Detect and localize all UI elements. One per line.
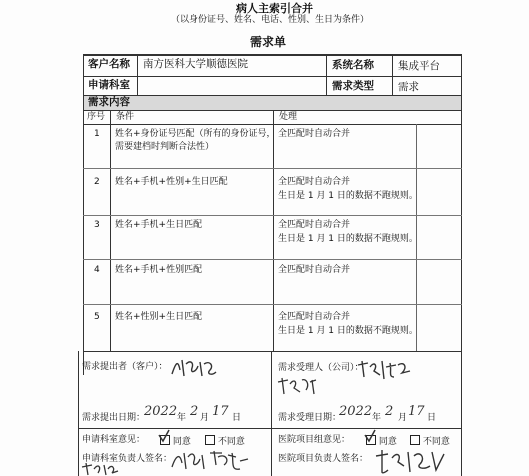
- accept-date-label: 需求受理日期：: [278, 413, 342, 423]
- sign-mid-divider: [271, 351, 272, 476]
- accept-month-char: 月: [398, 413, 408, 423]
- row-1-process-line-1: 全匹配时自动合并: [278, 129, 351, 139]
- dept-head-label: 申请科室负责人签名：: [82, 454, 173, 464]
- dept-disagree-option[interactable]: [205, 435, 245, 447]
- col-header-condition: 条件: [116, 112, 135, 122]
- accept-month: 2: [385, 404, 394, 419]
- accept-year-char: 年: [372, 413, 382, 423]
- row-3-no: 3: [94, 220, 100, 230]
- row-2-no: 2: [94, 177, 100, 187]
- row-separator-3: [83, 259, 462, 260]
- accept-day: 17: [408, 404, 425, 419]
- form-title: 需求单: [250, 35, 287, 49]
- dept-agree-checkmark: [157, 429, 171, 443]
- row-4-no: 4: [94, 265, 100, 275]
- info-top-line: [83, 54, 462, 56]
- propose-day-char: 日: [232, 413, 242, 423]
- project-disagree-label: 不同意: [422, 437, 450, 447]
- project-head-label: 医院项目负责人签名：: [278, 454, 369, 464]
- row-4-process-line-1: 全匹配时自动合并: [278, 265, 351, 275]
- row-2-process-line-2: 生日是 1 月 1 日的数据不跑规则。: [278, 191, 418, 201]
- row-separator-1: [83, 168, 462, 169]
- sign-left-border: [78, 351, 79, 476]
- system-label: 系统名称: [332, 59, 374, 71]
- proposer-label: 需求提出者（客户）：: [82, 362, 168, 372]
- info-col-divider-2: [326, 54, 327, 96]
- row-5-no: 5: [94, 312, 100, 322]
- customer-label: 客户名称: [88, 58, 130, 70]
- project-agree-label: 同意: [378, 437, 397, 447]
- section-header-bg: [84, 96, 461, 110]
- row-2-condition: 姓名+手机+性别+生日匹配: [115, 177, 228, 187]
- document-title: 病人主索引合并: [236, 2, 313, 15]
- info-right-border: [461, 54, 462, 476]
- row-1-no: 1: [94, 129, 100, 139]
- propose-date-label: 需求提出日期：: [82, 413, 146, 423]
- acceptor-signature-2: [276, 376, 318, 396]
- row-1-condition-line-1: 姓名+身份证号匹配（所有的身份证号，: [115, 129, 276, 139]
- info-col-divider-1: [137, 54, 138, 96]
- project-disagree-checkbox[interactable]: [410, 435, 420, 445]
- content-col-divider-2: [273, 110, 274, 352]
- row-3-condition: 姓名+手机+生日匹配: [115, 220, 203, 230]
- col-header-process: 处理: [279, 112, 298, 122]
- acceptor-signature: [356, 357, 412, 381]
- row-2-process-line-1: 全匹配时自动合并: [278, 177, 351, 187]
- info-col-divider-3: [392, 54, 393, 96]
- document-subtitle: （以身份证号、姓名、电话、性别、生日为条件）: [171, 15, 370, 25]
- content-bottom-line: [83, 351, 462, 352]
- project-head-signature: [374, 446, 446, 476]
- row-3-process-line-2: 生日是 1 月 1 日的数据不跑规则。: [278, 234, 418, 244]
- type-value: 需求: [398, 81, 419, 93]
- row-5-process-line-2: 生日是 1 月 1 日的数据不跑规则。: [278, 326, 418, 336]
- dept-label: 申请科室: [88, 79, 130, 91]
- type-label: 需求类型: [332, 80, 374, 92]
- project-agree-checkmark: [363, 429, 377, 443]
- row-5-process-line-1: 全匹配时自动合并: [278, 312, 351, 322]
- section-title: 需求内容: [88, 96, 130, 108]
- propose-year-char: 年: [177, 413, 187, 423]
- proposer-signature: [170, 356, 218, 380]
- bottom-left-signature: [80, 461, 120, 476]
- col-header-no: 序号: [87, 112, 106, 122]
- propose-year: 2022: [144, 404, 178, 419]
- dept-disagree-checkbox[interactable]: [205, 435, 215, 445]
- dept-opinion-label: 申请科室意见：: [82, 435, 146, 445]
- accept-year: 2022: [339, 404, 373, 419]
- row-4-condition: 姓名+手机+性别匹配: [115, 265, 203, 275]
- propose-month-char: 月: [200, 413, 210, 423]
- propose-month: 2: [190, 404, 199, 419]
- dept-disagree-label: 不同意: [217, 437, 245, 447]
- project-opinion-label: 医院项目组意见：: [278, 435, 351, 445]
- content-col-divider-1: [110, 110, 111, 352]
- row-5-condition: 姓名+性别+生日匹配: [115, 312, 203, 322]
- sign-separator-line: [78, 428, 462, 429]
- system-value: 集成平台: [398, 60, 440, 72]
- row-separator-4: [83, 304, 462, 305]
- row-separator-2: [83, 215, 462, 216]
- row-1-condition-line-2: 需要建档时判断合法性）: [115, 142, 215, 152]
- info-mid-line: [83, 76, 462, 77]
- row-3-process-line-1: 全匹配时自动合并: [278, 220, 351, 230]
- dept-agree-label: 同意: [172, 437, 191, 447]
- customer-value: 南方医科大学顺德医院: [143, 58, 248, 70]
- acceptor-label: 需求受理人（公司）：: [278, 363, 364, 373]
- accept-day-char: 日: [427, 413, 437, 423]
- dept-head-signature: [170, 447, 250, 475]
- propose-day: 17: [212, 404, 229, 419]
